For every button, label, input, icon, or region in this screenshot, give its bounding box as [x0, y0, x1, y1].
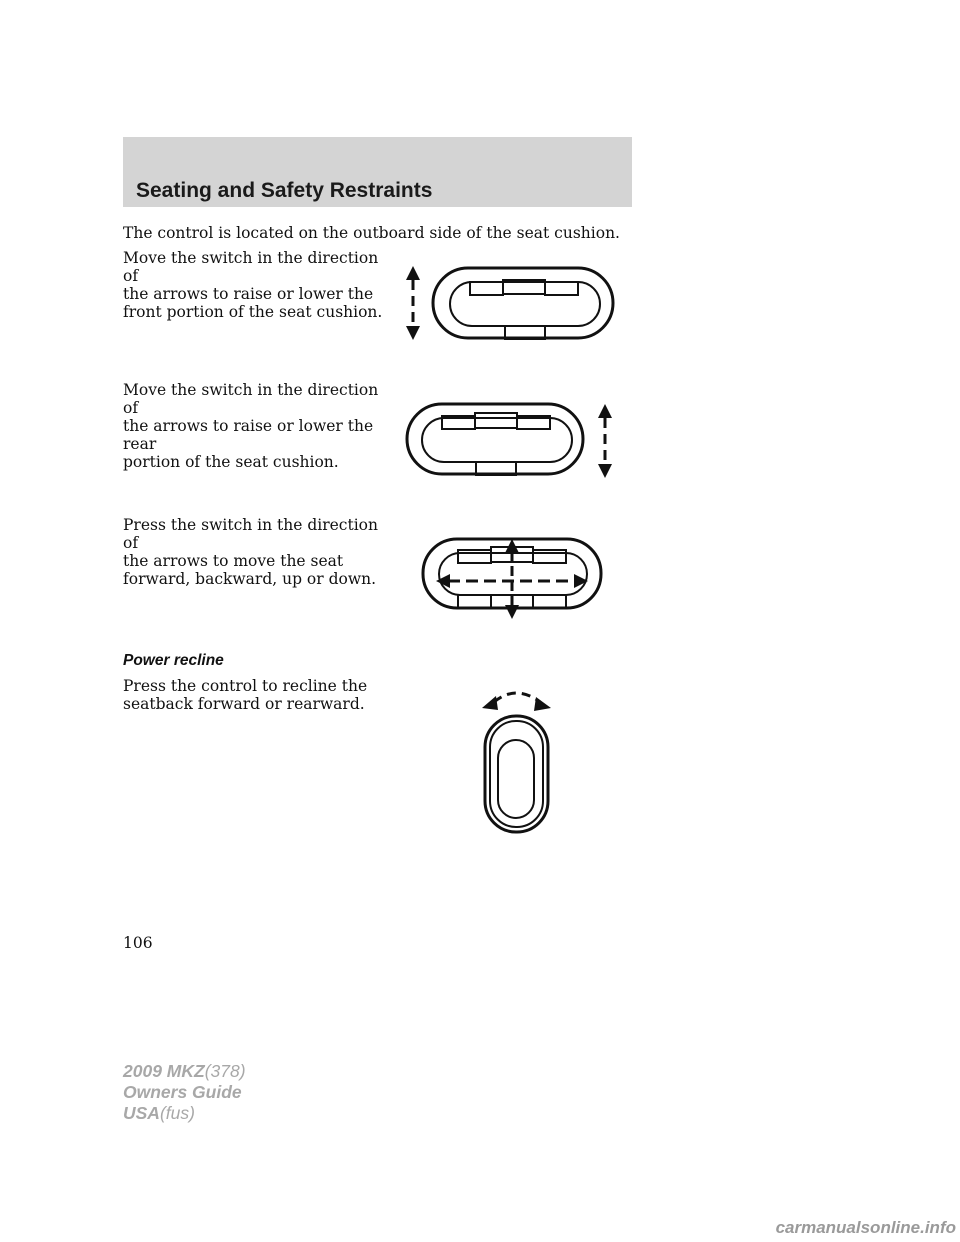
switch-tab	[533, 550, 566, 563]
switch-tab	[533, 595, 566, 608]
curved-arrow-icon	[482, 693, 551, 711]
footer-market-code: (fus)	[159, 1103, 195, 1123]
section-title: Seating and Safety Restraints	[136, 179, 433, 202]
seat-move-switch-illustration	[418, 533, 608, 621]
rear-cushion-switch-illustration	[400, 398, 620, 480]
page-number: 106	[123, 934, 153, 952]
intro-paragraph: The control is located on the outboard side of the seat cushion.	[123, 224, 620, 242]
switch-outer-outline	[407, 404, 583, 474]
footer-line-model	[123, 1061, 246, 1082]
switch-tab	[458, 595, 491, 608]
switch-outer-outline	[433, 268, 613, 338]
switch-tab	[458, 550, 491, 563]
document-footer	[123, 1061, 246, 1124]
switch-tab	[545, 282, 578, 295]
power-recline-instruction: Press the control to recline the seatback forward or rearward.	[123, 677, 368, 713]
power-recline-heading: Power recline	[123, 652, 224, 669]
vertical-arrow-icon	[406, 266, 420, 340]
seat-move-instruction: Press the switch in the direction of the arrows to move the seat forward, backward, up or down.	[123, 516, 378, 588]
front-cushion-instruction: Move the switch in the direction of the arrows to raise or lower the front portion of the seat cushion.	[123, 249, 383, 321]
footer-model-code: (378)	[204, 1061, 246, 1081]
watermark: carmanualsonline.info	[775, 1218, 956, 1237]
power-recline-control-illustration	[476, 688, 556, 838]
control-slot	[498, 740, 534, 818]
footer-model: 2009 MKZ	[123, 1061, 205, 1081]
switch-tab	[470, 282, 503, 295]
switch-tab	[475, 413, 517, 428]
front-cushion-switch-illustration	[400, 262, 620, 344]
vertical-arrow-icon	[598, 404, 612, 478]
section-header-band	[123, 137, 632, 207]
rear-cushion-instruction: Move the switch in the direction of the arrows to raise or lower the rear portion of the seat cushion.	[123, 381, 379, 471]
footer-line-market	[123, 1103, 246, 1124]
footer-market: USA	[123, 1103, 160, 1123]
footer-line-guide	[123, 1082, 246, 1103]
footer-guide: Owners Guide	[123, 1082, 242, 1102]
